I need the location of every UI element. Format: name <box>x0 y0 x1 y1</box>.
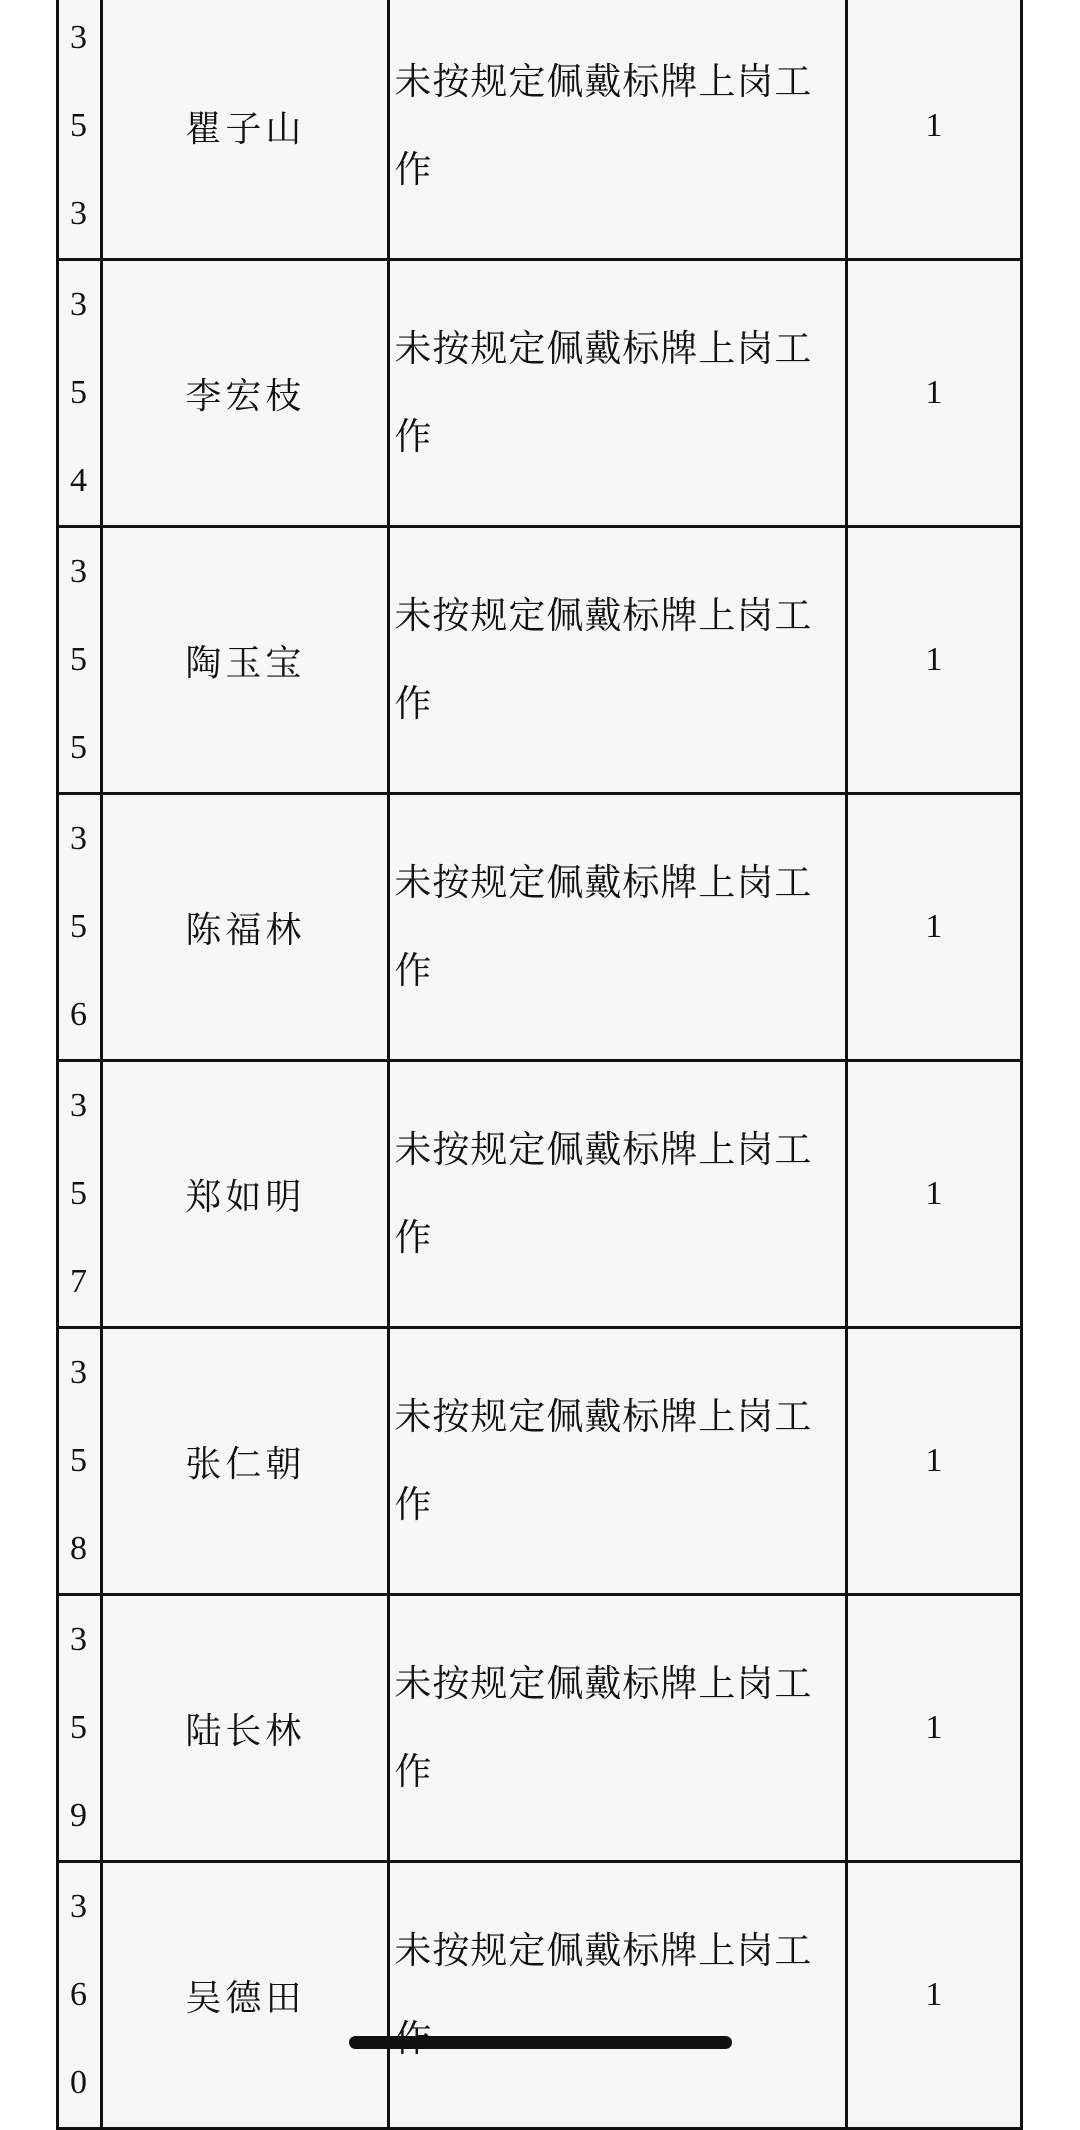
violation-count: 1 <box>925 908 943 945</box>
table-row <box>58 527 1022 794</box>
table-row <box>58 1862 1022 2129</box>
table-row <box>58 260 1022 527</box>
person-name: 陆长林 <box>185 1710 306 1752</box>
count-cell <box>846 260 1021 527</box>
person-name: 李宏枝 <box>185 375 306 417</box>
row-number-cell <box>58 1595 102 1862</box>
count-cell <box>846 794 1021 1061</box>
table-row <box>58 1061 1022 1328</box>
count-cell <box>846 0 1021 260</box>
table-row <box>58 794 1022 1061</box>
count-cell <box>846 1862 1021 2129</box>
count-cell <box>846 1595 1021 1862</box>
violation-count: 1 <box>925 1442 943 1479</box>
count-cell <box>846 1061 1021 1328</box>
violation-reason: 未按规定佩戴标牌上岗工作 <box>394 327 813 458</box>
name-cell <box>102 1862 389 2129</box>
violation-reason: 未按规定佩戴标牌上岗工作 <box>394 594 813 725</box>
row-number-cell <box>58 260 102 527</box>
reason-cell <box>389 1328 846 1595</box>
name-cell <box>102 794 389 1061</box>
violation-reason: 未按规定佩戴标牌上岗工作 <box>394 1395 813 1526</box>
reason-cell <box>389 0 846 260</box>
row-number-cell <box>58 0 102 260</box>
row-number-cell <box>58 1061 102 1328</box>
table-row <box>58 1595 1022 1862</box>
row-number: 3 5 3 <box>70 19 87 232</box>
row-number-cell <box>58 1328 102 1595</box>
home-indicator-bar[interactable] <box>349 2036 732 2049</box>
reason-cell <box>389 527 846 794</box>
name-cell <box>102 1061 389 1328</box>
violation-reason: 未按规定佩戴标牌上岗工作 <box>394 1662 813 1793</box>
violation-count: 1 <box>925 1709 943 1746</box>
row-number-cell <box>58 794 102 1061</box>
row-number-cell <box>58 1862 102 2129</box>
person-name: 陶玉宝 <box>185 642 306 684</box>
count-cell <box>846 527 1021 794</box>
violation-count: 1 <box>925 1976 943 2013</box>
violations-table <box>56 0 1023 2130</box>
row-number-cell <box>58 527 102 794</box>
name-cell <box>102 0 389 260</box>
row-number: 3 5 7 <box>70 1087 87 1300</box>
name-cell <box>102 527 389 794</box>
person-name: 吴德田 <box>185 1977 306 2019</box>
table-row <box>58 0 1022 260</box>
reason-cell <box>389 1595 846 1862</box>
row-number: 3 5 5 <box>70 553 87 766</box>
name-cell <box>102 1595 389 1862</box>
person-name: 郑如明 <box>185 1176 306 1218</box>
name-cell <box>102 260 389 527</box>
violation-count: 1 <box>925 374 943 411</box>
person-name: 张仁朝 <box>185 1443 306 1485</box>
table-row <box>58 1328 1022 1595</box>
count-cell <box>846 1328 1021 1595</box>
person-name: 瞿子山 <box>185 108 306 150</box>
violation-reason: 未按规定佩戴标牌上岗工作 <box>394 861 813 992</box>
violation-count: 1 <box>925 641 943 678</box>
person-name: 陈福林 <box>185 909 306 951</box>
row-number: 3 5 9 <box>70 1621 87 1834</box>
row-number: 3 5 4 <box>70 286 87 499</box>
row-number: 3 6 0 <box>70 1888 87 2101</box>
violation-reason: 未按规定佩戴标牌上岗工作 <box>394 60 813 191</box>
name-cell <box>102 1328 389 1595</box>
violation-count: 1 <box>925 107 943 144</box>
violation-reason: 未按规定佩戴标牌上岗工作 <box>394 1128 813 1259</box>
row-number: 3 5 8 <box>70 1354 87 1567</box>
reason-cell <box>389 794 846 1061</box>
reason-cell <box>389 1862 846 2129</box>
reason-cell <box>389 1061 846 1328</box>
row-number: 3 5 6 <box>70 820 87 1033</box>
violation-count: 1 <box>925 1175 943 1212</box>
violation-reason: 未按规定佩戴标牌上岗工 <box>394 1929 813 1972</box>
reason-cell <box>389 260 846 527</box>
